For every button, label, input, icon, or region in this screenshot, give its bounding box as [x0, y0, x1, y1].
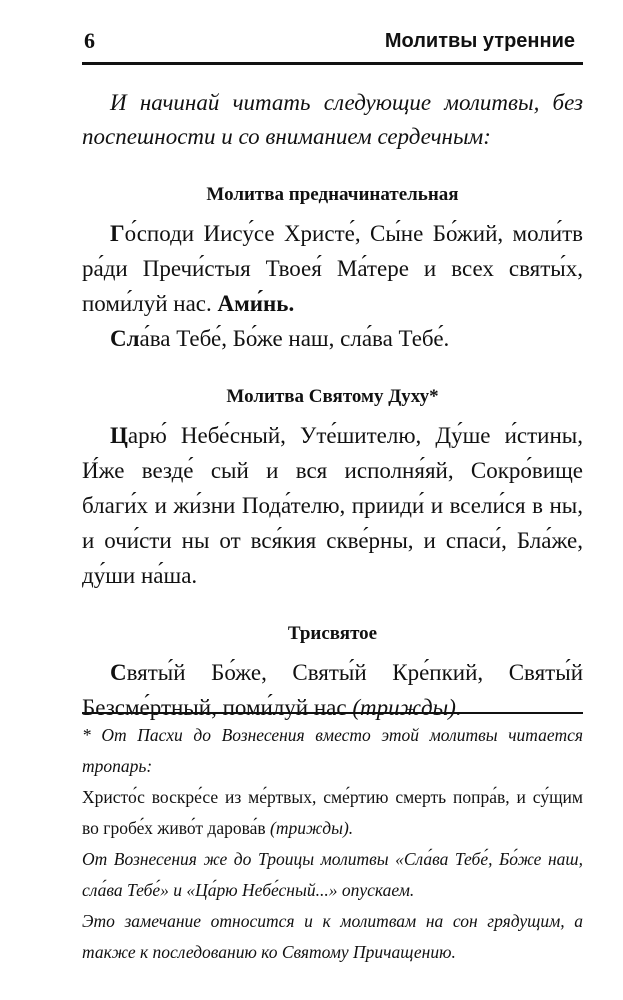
troparion-text: Христо́с воскре́се из ме́ртвых, сме́ртию смерть попра́в, и су́щим во гробе́х живо́т дарова́в	[82, 787, 583, 838]
initial-letter: Г	[110, 221, 125, 246]
section-holy-spirit-prayer	[82, 384, 583, 593]
initial-letter: Сл	[110, 326, 140, 351]
prayer-text: о́споди Иису́се Христе́, Сы́не Бо́жий, моли́тв ра́ди Пречи́стыя Твоея́ Ма́тере и всех святы́х, поми́луй нас.	[82, 221, 583, 316]
footnote-block	[82, 712, 583, 968]
footnote-line: * От Пасхи до Вознесения вместо этой молитвы читается тропарь:	[82, 725, 583, 776]
footnote-line: От Вознесения же до Троицы молитвы «Сла́ва Тебе́, Бо́же наш, сла́ва Тебе́» и «Ца́рю Небе́сный...» опускаем.	[82, 849, 583, 900]
prayer-paragraph	[82, 418, 583, 593]
section-title: Молитва Святому Духу*	[226, 386, 439, 407]
section-title: Молитва предначинательная	[206, 184, 459, 205]
intro-text: И начинай читать следующие молитвы, без поспешности и со вниманием сердечным:	[82, 90, 583, 149]
prayer-paragraph	[82, 216, 583, 321]
prayer-text: а́ва Тебе́, Бо́же наш, сла́ва Тебе́.	[139, 326, 450, 351]
section-title: Трисвятое	[287, 623, 378, 644]
running-title: Молитвы утренние	[384, 30, 575, 52]
prayer-text: вяты́й Бо́же, Святы́й Кре́пкий, Святы́й Безсме́ртный, поми́луй нас	[82, 660, 583, 720]
page-content	[82, 78, 583, 725]
prayer-text: арю́ Небе́сный, Уте́шителю, Ду́ше и́стины, И́же везде́ сый и вся исполня́яй, Сокро́вище благи́х и жи́зни Пода́телю, прииди́ и всели́ся в ны, и очи́сти ны от вся́кия скве́рны, и спаси́, Бла́же, ду́ши на́ша.	[82, 423, 583, 588]
rubric-thrice: (трижды).	[352, 695, 462, 720]
page-header	[82, 28, 583, 65]
footnote-line: Это замечание относится и к молитвам на сон грядущим, а также к последованию ко Святому Причащению.	[82, 911, 583, 962]
amen-text: Ами́нь.	[217, 291, 295, 316]
footnote-troparion	[82, 782, 583, 844]
initial-letter: С	[110, 660, 127, 685]
section-trisagion	[82, 621, 583, 725]
initial-letter: Ц	[110, 423, 128, 448]
section-opening-prayer	[82, 182, 583, 356]
troparion-rubric: (трижды).	[270, 818, 354, 838]
page-number: 6	[84, 28, 95, 53]
prayer-paragraph	[82, 321, 583, 356]
